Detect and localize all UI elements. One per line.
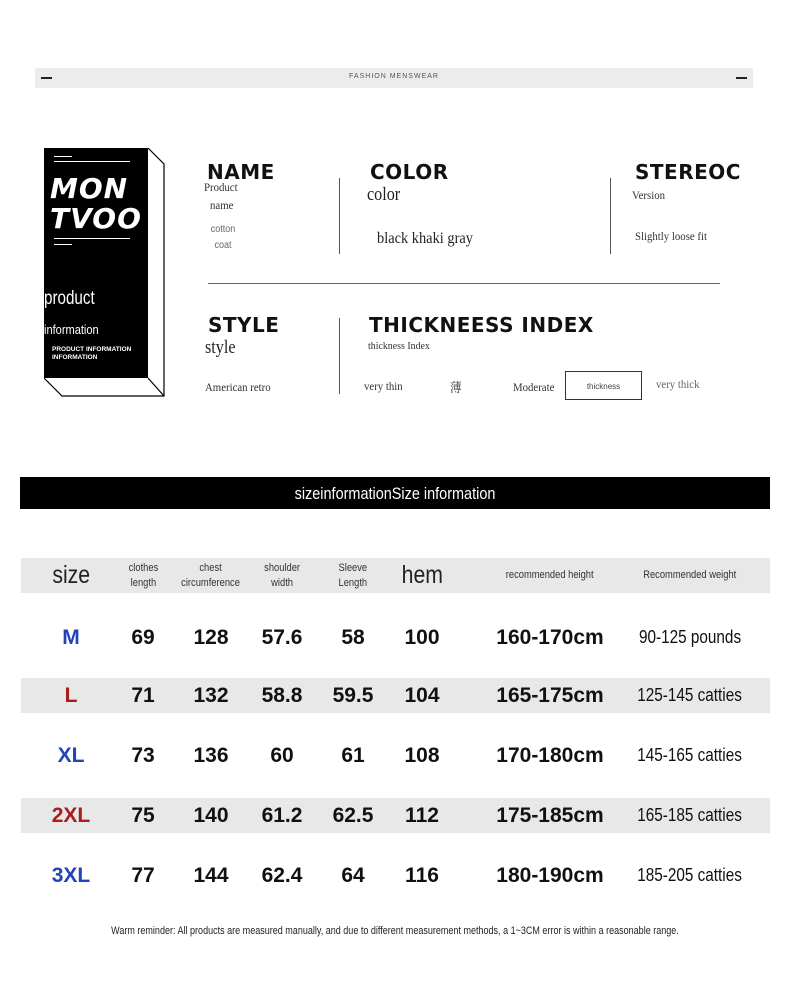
color-sub: color	[367, 184, 401, 205]
table-value-height: 160-170cm	[496, 625, 604, 649]
table-cell-height	[473, 678, 627, 713]
stereo-value: Slightly loose fit	[635, 229, 708, 243]
table-header-label: shoulder width	[264, 561, 300, 589]
name-sub1: Product	[204, 180, 238, 194]
table-value-height: 180-190cm	[496, 863, 604, 887]
brand-graphic	[44, 148, 166, 398]
table-row	[21, 620, 770, 655]
table-value-weight: 125-145 catties	[637, 685, 743, 705]
table-value-chest: 144	[193, 863, 229, 887]
thickness-sub: thickness Index	[368, 340, 430, 352]
table-value-hem: 112	[405, 803, 439, 827]
table-value-weight: 145-165 catties	[637, 745, 743, 765]
table-header-label: hem	[401, 561, 443, 589]
table-value-shoulder: 61.2	[261, 803, 303, 827]
table-cell-chest	[171, 858, 251, 893]
table-row	[21, 858, 770, 893]
table-value-sleeve: 58	[341, 625, 365, 649]
product-label: product	[44, 288, 95, 309]
table-value-height: 165-175cm	[496, 683, 604, 707]
table-value-shoulder: 60	[270, 743, 294, 767]
warm-reminder: Warm reminder: All products are measured manually, and due to different measurement methods, a 1~3CM error is within a reasonable range.	[111, 925, 679, 937]
thickness-heading: THICKNEESS INDEX	[369, 313, 594, 337]
table-cell-shoulder	[249, 858, 315, 893]
style-value: American retro	[205, 380, 271, 394]
section-divider	[208, 283, 720, 284]
table-cell-sleeve	[321, 620, 385, 655]
table-value-size: 3XL	[51, 863, 91, 887]
table-cell-weight	[625, 678, 755, 713]
table-row	[21, 798, 770, 833]
table-cell-sleeve	[321, 798, 385, 833]
size-info-band	[20, 477, 770, 509]
table-header-label: Sleeve Length	[338, 561, 368, 589]
stereo-heading: STEREOC	[635, 160, 741, 184]
table-header-cell	[625, 558, 755, 593]
table-cell-size	[21, 620, 121, 655]
table-cell-hem	[387, 678, 457, 713]
table-value-chest: 132	[193, 683, 229, 707]
table-header-label: chest circumference	[181, 561, 241, 589]
table-value-weight: 185-205 catties	[637, 865, 743, 885]
table-cell-weight	[625, 620, 755, 655]
brand-logo-line1: MON	[50, 172, 129, 205]
table-header-label: recommended height	[506, 569, 594, 581]
table-cell-length	[121, 798, 165, 833]
table-cell-weight	[625, 798, 755, 833]
table-cell-size	[21, 798, 121, 833]
table-cell-length	[121, 678, 165, 713]
divider	[339, 318, 340, 394]
table-cell-size	[21, 738, 121, 773]
deco-line	[54, 161, 130, 162]
name-sub2: name	[210, 198, 234, 212]
style-heading: STYLE	[208, 313, 280, 337]
table-value-height: 175-185cm	[496, 803, 604, 827]
divider	[339, 178, 340, 254]
table-value-sleeve: 59.5	[332, 683, 374, 707]
table-value-hem: 100	[404, 625, 440, 649]
divider	[610, 178, 611, 254]
table-cell-shoulder	[249, 620, 315, 655]
table-cell-weight	[625, 858, 755, 893]
color-value: black khaki gray	[377, 230, 473, 247]
banner-title: FASHION MENSWEAR	[349, 73, 439, 80]
table-value-size: 2XL	[51, 803, 91, 827]
color-heading: COLOR	[370, 160, 449, 184]
table-cell-size	[21, 858, 121, 893]
table-value-length: 77	[131, 863, 155, 887]
table-value-shoulder: 57.6	[261, 625, 303, 649]
table-cell-chest	[171, 798, 251, 833]
table-value-length: 75	[131, 803, 155, 827]
thickness-very-thick: very thick	[656, 377, 700, 391]
table-cell-chest	[171, 620, 251, 655]
table-value-hem: 116	[405, 863, 439, 887]
table-cell-shoulder	[249, 738, 315, 773]
table-value-size: L	[64, 683, 78, 707]
table-cell-chest	[171, 738, 251, 773]
table-header-cell	[121, 558, 165, 593]
table-cell-length	[121, 858, 165, 893]
table-value-chest: 140	[193, 803, 229, 827]
table-header-cell	[473, 558, 627, 593]
table-header-cell	[387, 558, 457, 593]
table-cell-hem	[387, 620, 457, 655]
table-value-sleeve: 61	[341, 743, 365, 767]
name-heading: NAME	[207, 160, 275, 184]
thickness-selected-box	[565, 371, 642, 400]
table-cell-sleeve	[321, 738, 385, 773]
table-value-shoulder: 62.4	[261, 863, 303, 887]
table-cell-hem	[387, 738, 457, 773]
name-value2: coat	[214, 240, 232, 251]
table-value-length: 69	[131, 625, 155, 649]
stereo-sub: Version	[632, 188, 666, 202]
table-header-cell	[21, 558, 121, 593]
table-value-sleeve: 62.5	[332, 803, 374, 827]
name-value1: cotton	[210, 224, 236, 235]
table-cell-height	[473, 738, 627, 773]
table-cell-height	[473, 620, 627, 655]
table-cell-hem	[387, 798, 457, 833]
table-cell-size	[21, 678, 121, 713]
table-value-chest: 128	[193, 625, 229, 649]
deco-line	[54, 244, 72, 245]
table-header-label: size	[52, 561, 90, 589]
thickness-selected-label: thickness	[586, 382, 621, 391]
table-cell-shoulder	[249, 678, 315, 713]
table-value-sleeve: 64	[341, 863, 365, 887]
information-label: information	[44, 322, 99, 337]
table-value-length: 71	[131, 683, 155, 707]
size-info-label: sizeinformationSize information	[294, 484, 496, 503]
table-cell-shoulder	[249, 798, 315, 833]
deco-line	[54, 238, 130, 239]
thickness-very-thin: very thin	[364, 379, 403, 393]
table-value-height: 170-180cm	[496, 743, 604, 767]
table-header-label: Recommended weight	[643, 569, 737, 581]
table-cell-height	[473, 858, 627, 893]
thickness-thin-char: 薄	[450, 381, 462, 396]
deco-line	[54, 156, 72, 157]
table-cell-height	[473, 798, 627, 833]
table-row	[21, 738, 770, 773]
table-cell-length	[121, 620, 165, 655]
table-value-size: M	[62, 625, 80, 649]
table-cell-chest	[171, 678, 251, 713]
table-cell-weight	[625, 738, 755, 773]
table-value-weight: 165-185 catties	[637, 805, 743, 825]
table-value-weight: 90-125 pounds	[638, 627, 742, 647]
thickness-moderate: Moderate	[513, 380, 555, 394]
table-header-label: clothes length	[128, 561, 158, 589]
table-header-row	[21, 558, 770, 593]
top-banner	[35, 68, 753, 88]
style-sub: style	[205, 337, 236, 358]
table-value-length: 73	[131, 743, 155, 767]
table-value-hem: 104	[404, 683, 440, 707]
table-cell-sleeve	[321, 858, 385, 893]
table-header-cell	[171, 558, 251, 593]
table-header-cell	[249, 558, 315, 593]
table-cell-sleeve	[321, 678, 385, 713]
table-value-chest: 136	[193, 743, 229, 767]
table-value-shoulder: 58.8	[261, 683, 303, 707]
brand-logo-line2: TVOO	[50, 202, 142, 235]
table-row	[21, 678, 770, 713]
product-sub-label: PRODUCT INFORMATION INFORMATION	[52, 346, 132, 361]
table-value-size: XL	[57, 743, 85, 767]
dash-icon-right	[736, 77, 747, 79]
table-cell-length	[121, 738, 165, 773]
table-cell-hem	[387, 858, 457, 893]
table-header-cell	[321, 558, 385, 593]
table-value-hem: 108	[404, 743, 440, 767]
